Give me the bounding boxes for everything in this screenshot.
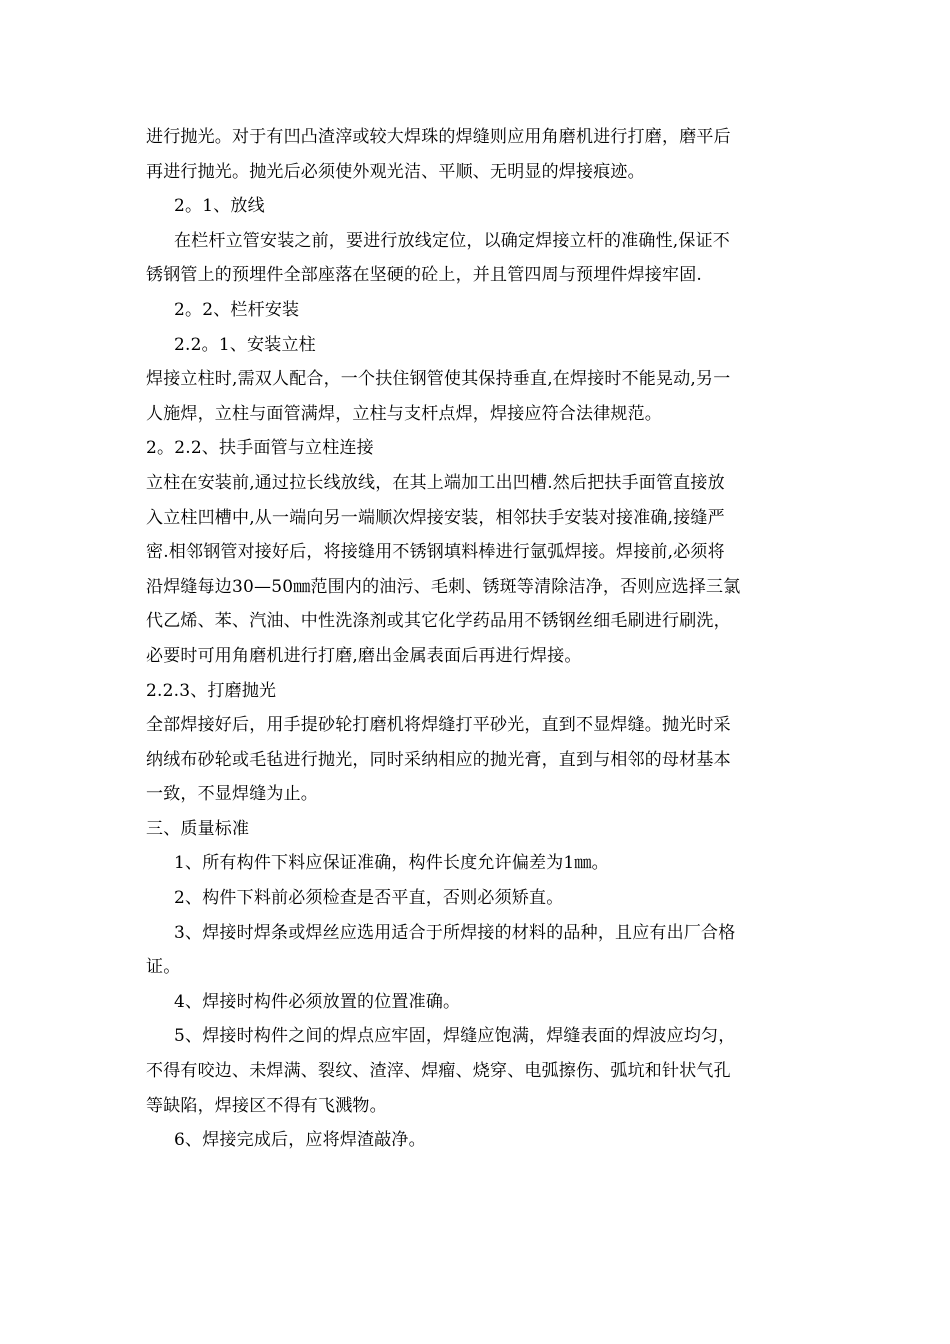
list-item: 3、焊接时焊条或焊丝应选用适合于所焊接的材料的品种，且应有出厂合格 [174, 922, 736, 943]
text-line: 不得有咬边、未焊满、裂纹、渣滓、焊瘤、烧穿、电弧擦伤、弧坑和针状气孔 [146, 1061, 731, 1082]
text-line: 纳绒布砂轮或毛毡进行抛光，同时采纳相应的抛光膏，直到与相邻的母材基本 [146, 749, 731, 770]
text-line: 在栏杆立管安装之前，要进行放线定位，以确定焊接立杆的准确性,保证不 [174, 230, 731, 251]
text-line: 人施焊，立柱与面管满焊，立柱与支杆点焊，焊接应符合法律规范。 [146, 403, 662, 424]
text-line: 再进行抛光。抛光后必须使外观光洁、平顺、无明显的焊接痕迹。 [146, 161, 645, 182]
text-line: 等缺陷，焊接区不得有飞溅物。 [146, 1095, 387, 1116]
text-line: 锈钢管上的预埋件全部座落在坚硬的砼上，并且管四周与预埋件焊接牢固. [146, 265, 703, 286]
chapter-heading: 三、质量标准 [146, 818, 250, 839]
text-line: 密.相邻钢管对接好后，将接缝用不锈钢填料棒进行氩弧焊接。焊接前,必须将 [146, 542, 725, 563]
text-line: 进行抛光。对于有凹凸渣滓或较大焊珠的焊缝则应用角磨机进行打磨，磨平后 [146, 127, 731, 147]
list-item: 1、所有构件下料应保证准确，构件长度允许偏差为1㎜。 [174, 853, 609, 874]
section-heading: 2。2、栏杆安装 [174, 299, 300, 320]
list-item: 2、构件下料前必须检查是否平直，否则必须矫直。 [174, 888, 564, 909]
list-item: 5、焊接时构件之间的焊点应牢固，焊缝应饱满，焊缝表面的焊波应均匀， [174, 1026, 736, 1047]
subsection-heading: 2。2.2、扶手面管与立柱连接 [146, 438, 374, 459]
text-line: 焊接立柱时,需双人配合，一个扶住钢管使其保持垂直,在焊接时不能晃动,另一 [146, 369, 731, 390]
text-line: 立柱在安装前,通过拉长线放线，在其上端加工出凹槽.然后把扶手面管直接放 [146, 472, 725, 493]
list-item: 6、焊接完成后，应将焊渣敲净。 [174, 1130, 426, 1151]
subsection-heading: 2.2。1、安装立柱 [174, 334, 316, 355]
text-line: 证。 [146, 957, 181, 978]
section-heading: 2。1、放线 [174, 196, 265, 217]
document-body [146, 120, 806, 1158]
subsection-heading: 2.2.3、打磨抛光 [146, 680, 277, 701]
text-line: 入立柱凹槽中,从一端向另一端顺次焊接安装，相邻扶手安装对接准确,接缝严 [146, 507, 725, 528]
text-line: 全部焊接好后，用手提砂轮打磨机将焊缝打平砂光，直到不显焊缝。抛光时采 [146, 715, 731, 736]
text-line: 必要时可用角磨机进行打磨,磨出金属表面后再进行焊接。 [146, 645, 582, 666]
list-item: 4、焊接时构件必须放置的位置准确。 [174, 991, 461, 1012]
text-line: 沿焊缝每边30—50㎜范围内的油污、毛刺、锈斑等清除洁净，否则应选择三氯 [146, 576, 741, 597]
text-line: 代乙烯、苯、汽油、中性洗涤剂或其它化学药品用不锈钢丝细毛刷进行刷洗， [146, 611, 731, 632]
text-line: 一致，不显焊缝为止。 [146, 784, 318, 805]
